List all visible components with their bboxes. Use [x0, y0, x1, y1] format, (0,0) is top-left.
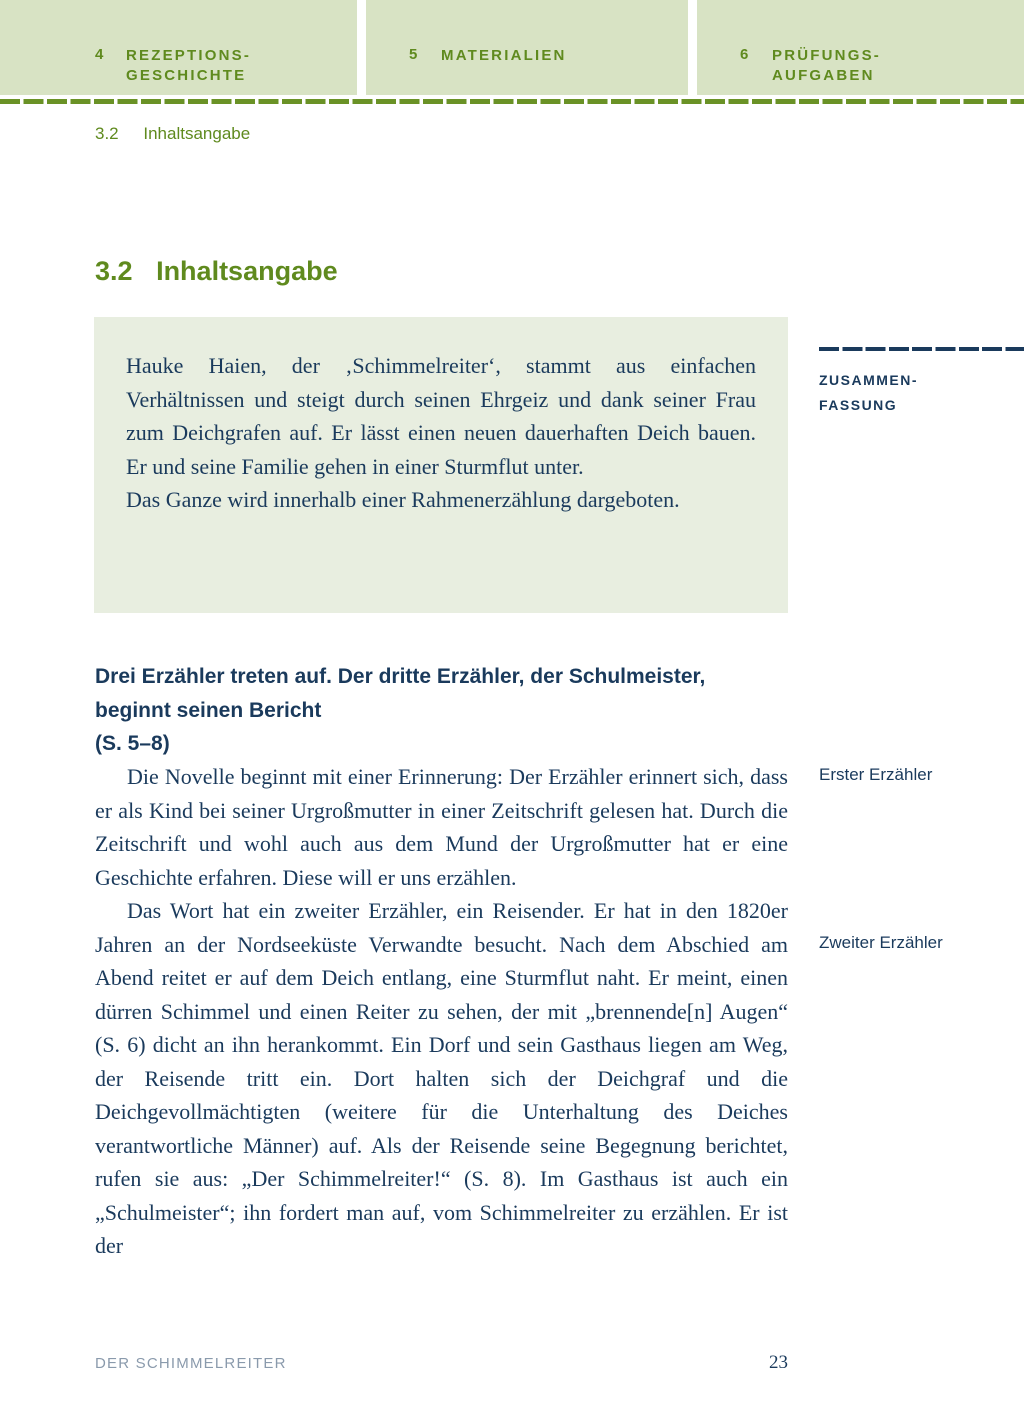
tab-number: 6: [740, 46, 751, 63]
summary-box: [94, 317, 788, 613]
body-paragraph: Das Wort hat ein zweiter Erzähler, ein Reisender. Er hat in den 1820er Jahren an der Nordseeküste Verwandte besucht. Nach dem Abschied am Abend reitet er auf dem Deich entlang, eine Sturmflut naht. Er meint, einen dürren Schimmel und einen Reiter zu sehen, der mit „brennende[n] Augen“ (S. 6) dicht an ihn herankommt. Ein Dorf und sein Gasthaus liegen am Weg, der Reisende tritt ein. Dort halten sich der Deichgraf und die Deichgevollmächtigten (weitere für die Unterhaltung des Deiches verantwortliche Männer) auf. Als der Reisende seine Begegnung berichtet, rufen sie aus: „Der Schimmelreiter!“ (S. 8). Im Gasthaus ist auch ein „Schulmeister“; ihn fordert man auf, vom Schimmelreiter zu erzählen. Er ist der: [95, 898, 788, 1258]
side-note-erster-erzaehler: Erster Erzähler: [819, 765, 933, 784]
tab-label: MATERIALIEN: [441, 47, 567, 64]
summary-paragraph: Das Ganze wird innerhalb einer Rahmenerzählung dargeboten.: [126, 487, 680, 512]
page-title: 3.2 Inhaltsangabe: [95, 256, 338, 286]
tab-rezeptionsgeschichte[interactable]: [0, 0, 357, 95]
running-head: 3.2 Inhaltsangabe: [95, 124, 251, 143]
dashed-divider: [0, 99, 1024, 104]
margin-label-summary: ZUSAMMEN- FASSUNG: [819, 372, 919, 413]
page-range: (S. 5–8): [95, 732, 170, 755]
summary-paragraph: Hauke Haien, der ‚Schimmelreiter‘, stammt aus einfachen Verhältnissen und steigt durch seinen Ehrgeiz und dank seiner Frau zum Deichgrafen auf. Er lässt einen neuen dauerhaften Deich bauen. Er und seine Familie gehen in einer Sturmflut unter.: [126, 353, 756, 479]
body-text: [95, 760, 788, 1263]
tab-label: REZEPTIONS- GESCHICHTE: [126, 47, 252, 84]
tab-label: PRÜFUNGS- AUFGABEN: [772, 47, 881, 84]
footer-book-title: DER SCHIMMELREITER: [95, 1355, 287, 1372]
tab-number: 4: [95, 46, 106, 63]
body-paragraph: Die Novelle beginnt mit einer Erinnerung: Der Erzähler erinnert sich, dass er als Kind bei seiner Urgroßmutter in einer Zeitschrift gelesen hat. Durch die Zeitschrift und wohl auch aus dem Mund der Urgroßmutter hat er eine Geschichte erfahren. Diese will er uns erzählen.: [95, 764, 788, 890]
tab-number: 5: [409, 46, 420, 63]
section-heading: Drei Erzähler treten auf. Der dritte Erzähler, der Schulmeister, beginnt seinen Bericht (S. 5–8): [95, 660, 795, 761]
chapter-nav: [0, 0, 1024, 95]
tab-materialien[interactable]: [366, 0, 688, 95]
side-note-zweiter-erzaehler: Zweiter Erzähler: [819, 933, 943, 952]
margin-dashed-divider: [819, 347, 1024, 351]
tab-pruefungsaufgaben[interactable]: [697, 0, 1024, 95]
page-number: 23: [769, 1352, 788, 1373]
